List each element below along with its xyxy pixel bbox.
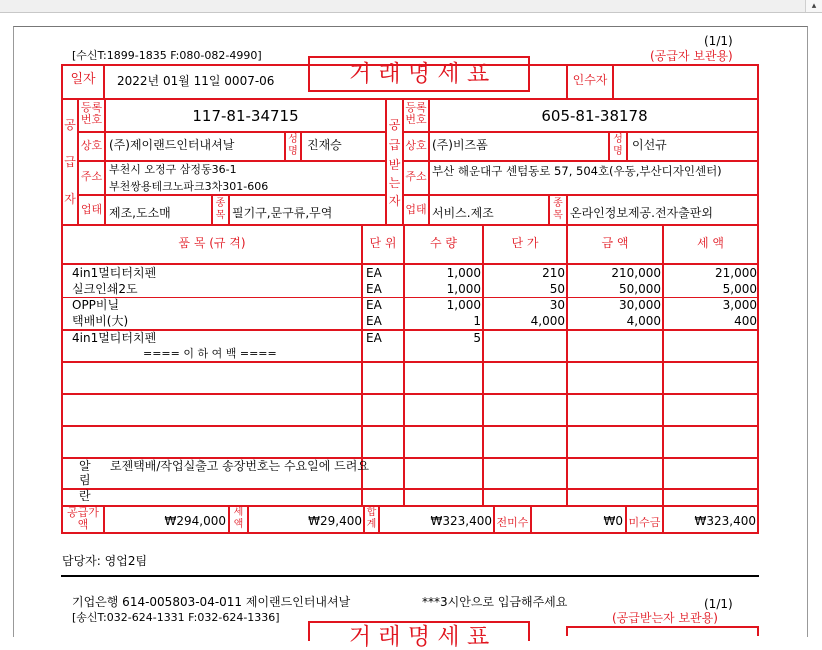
col-header-price: 단 가: [511, 236, 539, 250]
cell-qty: 1,000: [446, 282, 481, 296]
cell-tax: 400: [734, 314, 757, 328]
col-header-amount: 금 액: [601, 236, 629, 250]
notice-text: 로젠택배/작업실출고 송장번호는 수요일에 드려요: [110, 459, 369, 473]
sum-label: 합계: [366, 507, 377, 530]
col-header-unit: 단 위: [369, 236, 397, 250]
buyer-section-label-3: 받: [388, 158, 401, 172]
copy-type-label: (공급자 보관용): [650, 49, 733, 63]
bank-info: 기업은행 614-005803-04-011 제이랜드인터내셔날: [72, 595, 351, 609]
cell-item: 실크인쇄2도: [72, 282, 138, 296]
supplier-item-label: 종목: [215, 198, 226, 221]
supplier-addr1: 부천시 오정구 삼정동36-1: [109, 163, 237, 176]
supplier-reg-no: 117-81-34715: [192, 107, 299, 125]
cell-price: 4,000: [530, 314, 565, 328]
notice-label-1: 알: [79, 459, 91, 473]
cell-amount: 210,000: [611, 266, 661, 280]
supplier-name: (주)제이랜드인터내셔날: [109, 138, 235, 152]
buyer-section-label-4: 는: [388, 176, 401, 190]
scroll-up-arrow-icon[interactable]: ▴: [805, 0, 822, 12]
cell-qty: 1: [473, 314, 481, 328]
cell-amount: 30,000: [619, 298, 661, 312]
sum-value: ₩323,400: [430, 514, 492, 528]
supplier-rep: 진재승: [307, 138, 342, 152]
col-header-tax: 세 액: [697, 236, 724, 250]
supplier-section-label-2: 급: [64, 155, 76, 169]
cell-unit: EA: [366, 331, 382, 345]
tax-value: ₩29,400: [308, 514, 362, 528]
prev-value: ₩0: [603, 514, 623, 528]
deposit-note: ***3시안으로 입금해주세요: [422, 595, 568, 609]
buyer-rep-label: 성명: [613, 134, 623, 157]
notice-label-2: 림: [79, 473, 91, 487]
supplier-name-label: 상호: [80, 139, 103, 152]
supplier-rep-label: 성명: [288, 134, 298, 157]
cell-item: OPP비닐: [72, 298, 120, 312]
supplier-addr-label: 주소: [80, 170, 103, 183]
cell-item: 4in1멀티터치펜: [72, 331, 157, 345]
cell-unit: EA: [366, 266, 382, 280]
buyer-section-label-1: 공: [388, 118, 401, 132]
cell-qty: 1,000: [446, 266, 481, 280]
supplier-biz-label: 업태: [80, 203, 103, 216]
cell-tax: 5,000: [722, 282, 757, 296]
buyer-addr-label: 주소: [405, 170, 427, 183]
cell-unit: EA: [366, 314, 382, 328]
page-indicator-2: (1/1): [704, 597, 733, 611]
cell-unit: EA: [366, 282, 382, 296]
receiver-box-2: [566, 626, 759, 636]
col-header-item: 품 목 (규 격): [178, 236, 246, 250]
notice-label-3: 란: [79, 489, 91, 503]
tax-label: 세액: [233, 507, 244, 530]
buyer-section-label-2: 급: [388, 138, 401, 152]
blank-marker: ==== 이 하 여 백 ====: [143, 347, 277, 360]
date-label: 일자: [70, 72, 96, 87]
supplier-biz-item: 필기구,문구류,무역: [232, 206, 333, 220]
cell-tax: 3,000: [722, 298, 757, 312]
divider: [61, 575, 759, 577]
supplier-reg-label: 등록번호: [80, 101, 103, 126]
supplier-section-label-1: 공: [64, 118, 76, 132]
buyer-name: (주)비즈폼: [432, 138, 488, 152]
cell-amount: 50,000: [619, 282, 661, 296]
cell-item: 택배비(大): [72, 314, 129, 328]
buyer-addr: 부산 해운대구 센텀동로 57, 504호(우동,부산디자인센터): [432, 164, 722, 178]
buyer-biz-item: 온라인정보제공.전자출판외: [570, 206, 713, 220]
supplier-section-label-3: 자: [64, 192, 76, 206]
unpaid-label: 미수금: [628, 516, 661, 529]
cell-qty: 1,000: [446, 298, 481, 312]
buyer-reg-no: 605-81-38178: [541, 107, 648, 125]
cell-amount: 4,000: [626, 314, 661, 328]
date-value: 2022년 01월 11일 0007-06: [117, 74, 275, 88]
buyer-biz-type: 서비스.제조: [432, 206, 494, 220]
document-title: 거 래 명 세 표: [348, 61, 490, 87]
supply-value: ₩294,000: [164, 514, 226, 528]
col-header-qty: 수 량: [430, 236, 457, 250]
manager-text: 담당자: 영업2팀: [62, 554, 148, 568]
cell-item: 4in1멀티터치펜: [72, 266, 157, 280]
cell-price: 210: [542, 266, 565, 280]
cell-price: 50: [549, 282, 565, 296]
copy-type-label-2: (공급받는자 보관용): [612, 611, 718, 625]
supplier-biz-type: 제조,도소매: [109, 206, 171, 220]
receiver-sign-label: 인수자: [572, 73, 608, 87]
sender-contact: [수신T:1899-1835 F:080-082-4990]: [72, 49, 262, 62]
sender-contact-2: [송신T:032-624-1331 F:032-624-1336]: [72, 611, 280, 624]
cell-price: 30: [549, 298, 565, 312]
buyer-name-label: 상호: [405, 139, 427, 152]
supplier-addr2: 부천쌍용테크노파크3차301-606: [109, 180, 269, 193]
buyer-reg-label: 등록번호: [405, 101, 427, 126]
prev-label: 전미수: [496, 516, 529, 529]
buyer-biz-label: 업태: [405, 203, 427, 216]
buyer-section-label-5: 자: [388, 194, 401, 208]
buyer-rep: 이선규: [632, 138, 667, 152]
document-title-2: 거 래 명 세 표: [348, 624, 490, 650]
cell-unit: EA: [366, 298, 382, 312]
supply-label: 공급가액: [67, 506, 99, 531]
cell-qty: 5: [473, 331, 481, 345]
page-indicator: (1/1): [704, 34, 733, 48]
buyer-item-label: 종목: [553, 198, 563, 221]
cell-tax: 21,000: [715, 266, 757, 280]
unpaid-value: ₩323,400: [694, 514, 756, 528]
window-top-bar: [0, 0, 822, 13]
